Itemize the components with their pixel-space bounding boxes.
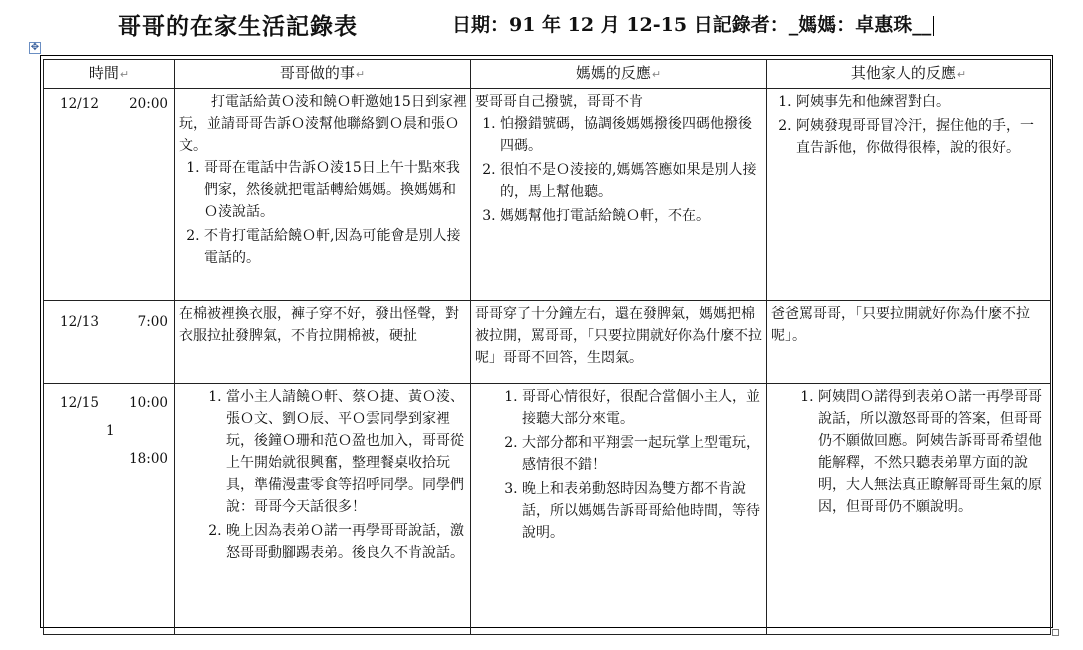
- document-title: 哥哥的在家生活記錄表: [118, 13, 358, 40]
- header-time: 時間↵: [44, 60, 175, 89]
- text-cursor: [933, 16, 934, 36]
- brother-intro-text: 打電話給黃Ｏ淩和饒Ｏ軒邀她15日到家裡玩，並請哥哥告訴Ｏ淩幫他聯絡劉Ｏ晨和張Ｏ文。: [179, 94, 467, 154]
- list-item: 2. 晚上因為表弟Ｏ諾一再學哥哥說話，激怒哥哥動腳踢表弟。後良久不肯說話。: [226, 520, 467, 564]
- mom-reaction-cell: [471, 301, 767, 384]
- time-cell: 12/13 7:00: [44, 301, 175, 384]
- list-item: 1. 當小主人請饒Ｏ軒、蔡Ｏ捷、黃Ｏ淩、張Ｏ文、劉Ｏ辰、平Ｏ雲同學到家裡玩，後鐘Ｏ珊和范Ｏ盈也加入，哥哥從上午開始就很興奮，整理餐桌收拾玩具，準備漫畫零食等招呼同學。同學們說：哥哥今天話很多！: [226, 386, 467, 518]
- list-item: 2. 大部分都和平翔雲一起玩掌上型電玩，感情很不錯！: [522, 432, 763, 476]
- mom-reaction-cell: [471, 384, 767, 635]
- mom-reaction-cell: [471, 89, 767, 301]
- mom-intro-text: 要哥哥自己撥號，哥哥不肯: [475, 94, 643, 110]
- time-cell: 12/12 20:00: [44, 89, 175, 301]
- activity-log-table: [43, 59, 1051, 635]
- family-reaction-cell: [767, 89, 1051, 301]
- mom-text: 哥哥穿了十分鐘左右，還在發脾氣，媽媽把棉被拉開，罵哥哥，「只要拉開就好你為什麼不拉呢」哥哥不回答，生悶氣。: [475, 306, 762, 366]
- list-item: 1. 阿姨事先和他練習對白。: [796, 91, 1047, 113]
- table-row: [44, 301, 1051, 384]
- list-item: 1. 哥哥心情很好，很配合當個小主人，並接聽大部分來電。: [522, 386, 763, 430]
- family-reaction-cell: [767, 384, 1051, 635]
- list-item: 3. 晚上和表弟動怒時因為雙方都不肯說話，所以媽媽告訴哥哥給他時間，等待說明。: [522, 478, 763, 544]
- brother-text: 在棉被裡換衣服，褲子穿不好，發出怪聲，對衣服拉扯發脾氣，不肯拉開棉被，硬扯: [179, 306, 459, 344]
- time-cell: 12/15 10:00 1 18:00: [44, 384, 175, 635]
- list-item: 1. 怕撥錯號碼，協調後媽媽撥後四碼他撥後四碼。: [500, 113, 763, 157]
- header-brother-activity: 哥哥做的事↵: [175, 60, 471, 89]
- brother-activity-cell: [175, 89, 471, 301]
- list-item: 2. 不肯打電話給饒Ｏ軒,因為可能會是別人接電話的。: [204, 225, 467, 269]
- header-mom-reaction: 媽媽的反應↵: [471, 60, 767, 89]
- brother-activity-cell: [175, 384, 471, 635]
- list-item: 3. 媽媽幫他打電話給饒Ｏ軒，不在。: [500, 205, 763, 227]
- list-item: 2. 很怕不是Ｏ淩接的,媽媽答應如果是別人接的，馬上幫他聽。: [500, 159, 763, 203]
- family-reaction-cell: [767, 301, 1051, 384]
- list-item: 1. 哥哥在電話中告訴Ｏ淩15日上午十點來我們家，然後就把電話轉給媽媽。換媽媽和Ｏ淩說話。: [204, 157, 467, 223]
- table-resize-handle[interactable]: [1052, 629, 1059, 636]
- document-header: [0, 8, 1083, 40]
- header-family-reaction: 其他家人的反應↵: [767, 60, 1051, 89]
- family-text: 爸爸罵哥哥，「只要拉開就好你為什麼不拉呢」。: [771, 306, 1030, 344]
- table-header-row: [44, 60, 1051, 89]
- brother-activity-cell: [175, 301, 471, 384]
- table-move-handle-icon[interactable]: ✥: [30, 42, 40, 53]
- time-end: 18:00: [129, 451, 168, 467]
- table-row: [44, 384, 1051, 635]
- time-separator: 1: [106, 423, 115, 439]
- table-row: [44, 89, 1051, 301]
- date-recorder-text: 日期：91 年 12 月 12-15 日記錄者：_媽媽：卓惠珠__: [452, 14, 932, 36]
- list-item: 1. 阿姨問Ｏ諾得到表弟Ｏ諾一再學哥哥說話，所以激怒哥哥的答案，但哥哥仍不願做回應。阿姨告訴哥哥希望他能解釋，不然只聽表弟單方面的說明，大人無法真正瞭解哥哥生氣的原因，但哥哥仍不願說明。: [818, 386, 1047, 518]
- date-recorder-line: [452, 10, 934, 37]
- list-item: 2. 阿姨發現哥哥冒冷汗，握住他的手，一直告訴他，你做得很棒，說的很好。: [796, 115, 1047, 159]
